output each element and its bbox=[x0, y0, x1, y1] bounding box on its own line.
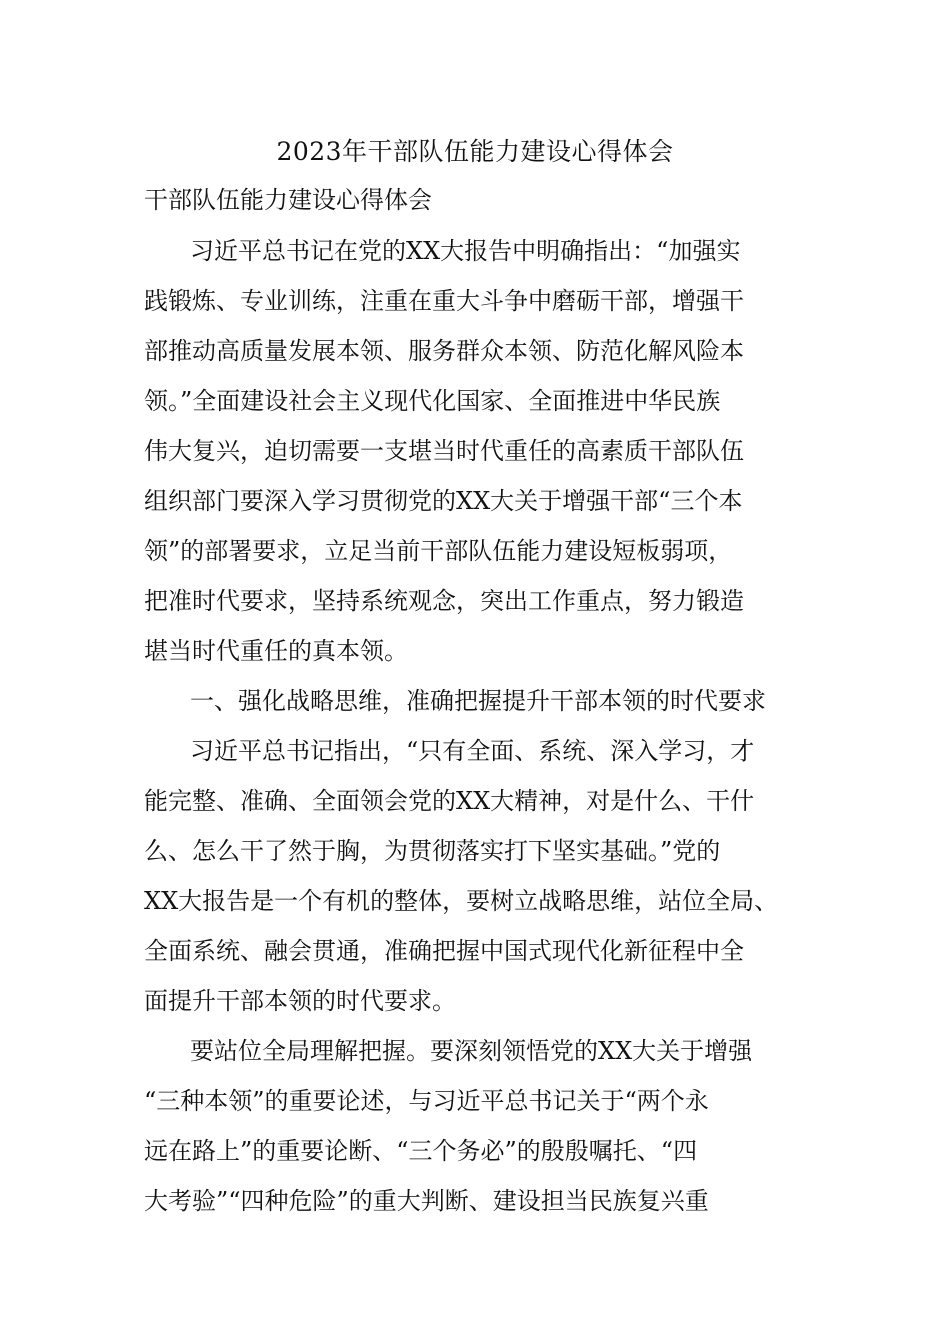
paragraph1-line: 部推动高质量发展本领、服务群众本领、防范化解风险本 bbox=[144, 337, 744, 365]
document-title: 2023年干部队伍能力建设心得体会 bbox=[276, 137, 674, 166]
paragraph1-line: 堪当时代重任的真本领。 bbox=[144, 637, 408, 665]
paragraph1-line: 组织部门要深入学习贯彻党的XX大关于增强干部“三个本 bbox=[144, 487, 743, 515]
paragraph2-line: 习近平总书记指出，“只有全面、系统、深入学习，才 bbox=[190, 737, 755, 765]
paragraph1-line: 习近平总书记在党的XX大报告中明确指出：“加强实 bbox=[190, 237, 741, 265]
document-subtitle: 干部队伍能力建设心得体会 bbox=[144, 186, 432, 214]
paragraph1-line: 领。”全面建设社会主义现代化国家、全面推进中华民族 bbox=[144, 387, 721, 415]
paragraph2-line: 能完整、准确、全面领会党的XX大精神，对是什么、干什 bbox=[144, 787, 755, 815]
paragraph2-line: XX大报告是一个有机的整体，要树立战略思维，站位全局、 bbox=[144, 887, 779, 915]
paragraph1-line: 践锻炼、专业训练，注重在重大斗争中磨砺干部，增强干 bbox=[144, 287, 744, 315]
paragraph1-line: 把准时代要求，坚持系统观念，突出工作重点，努力锻造 bbox=[144, 587, 744, 615]
paragraph3-line: 大考验”“四种危险”的重大判断、建设担当民族复兴重 bbox=[144, 1187, 709, 1215]
paragraph1-line: 领”的部署要求，立足当前干部队伍能力建设短板弱项， bbox=[144, 537, 733, 565]
paragraph3-line: 远在路上”的重要论断、“三个务必”的殷殷嘱托、“四 bbox=[144, 1137, 698, 1165]
paragraph2-line: 么、怎么干了然于胸，为贯彻落实打下坚实基础。”党的 bbox=[144, 837, 721, 865]
paragraph2-line: 全面系统、融会贯通，准确把握中国式现代化新征程中全 bbox=[144, 937, 744, 965]
paragraph2-line: 面提升干部本领的时代要求。 bbox=[144, 987, 456, 1015]
paragraph3-line: “三种本领”的重要论述，与习近平总书记关于“两个永 bbox=[144, 1087, 709, 1115]
section-heading: 一、强化战略思维，准确把握提升干部本领的时代要求 bbox=[190, 687, 766, 715]
paragraph1-line: 伟大复兴，迫切需要一支堪当时代重任的高素质干部队伍 bbox=[144, 437, 744, 465]
paragraph3-line: 要站位全局理解把握。要深刻领悟党的XX大关于增强 bbox=[190, 1037, 753, 1065]
